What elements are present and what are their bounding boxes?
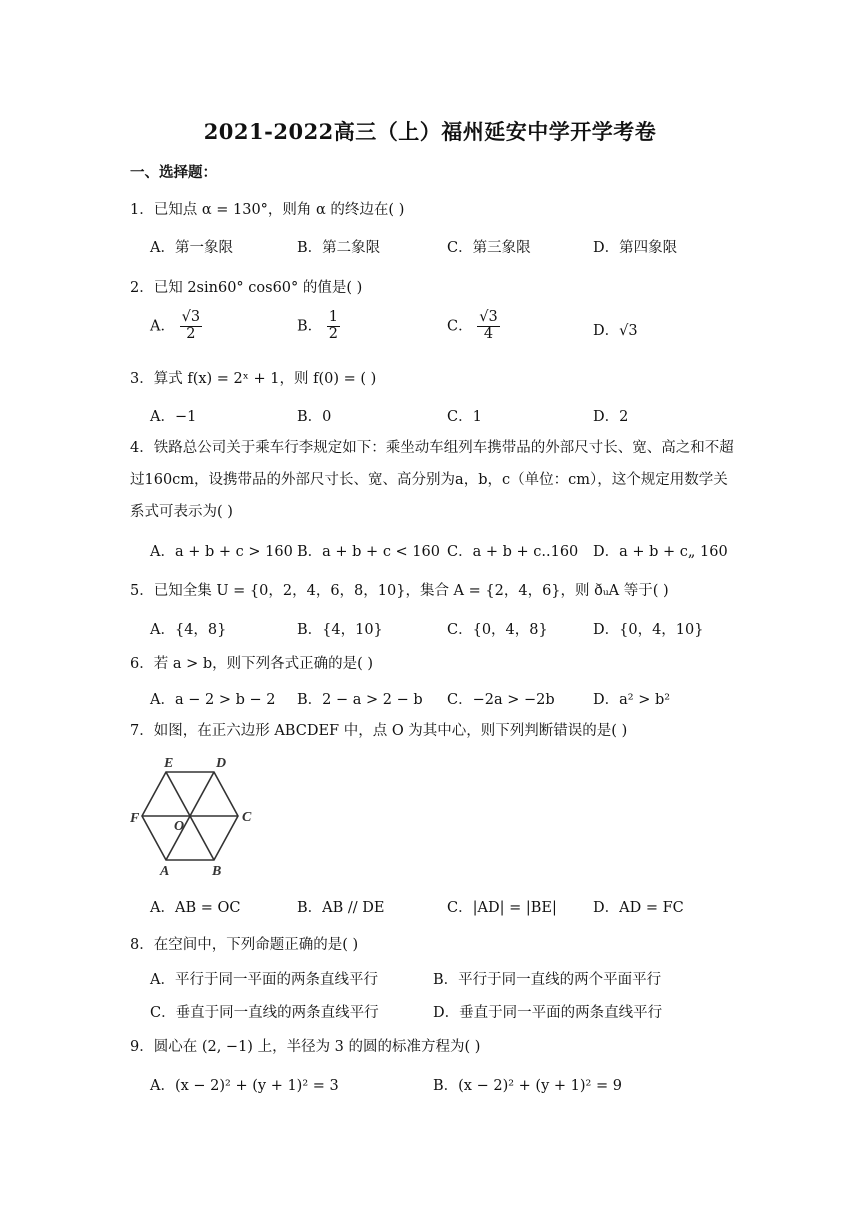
vertex-label-e: E xyxy=(164,756,174,771)
q1-option-c[interactable]: C．第三象限 xyxy=(447,240,531,256)
q8-option-b[interactable]: B．平行于同一直线的两个平面平行 xyxy=(433,972,662,988)
vertex-label-b: B xyxy=(212,864,222,876)
option-label: D． xyxy=(593,323,620,339)
hexagon-figure xyxy=(130,754,260,876)
q8-option-d[interactable]: D．垂直于同一平面的两条直线平行 xyxy=(433,1005,663,1021)
q4-option-d[interactable]: D．a + b + c„ 160 xyxy=(593,544,728,560)
q1-option-d[interactable]: D．第四象限 xyxy=(593,240,678,256)
question-8-stem: 8．在空间中，下列命题正确的是( ) xyxy=(130,937,359,953)
q5-option-c[interactable]: C．{0，4，8} xyxy=(447,622,548,638)
q3-option-b[interactable]: B．0 xyxy=(297,409,332,425)
q6-option-c[interactable]: C．−2a > −2b xyxy=(447,692,555,708)
q9-option-b[interactable]: B．(x − 2)² + (y + 1)² = 9 xyxy=(433,1078,622,1094)
denominator: 4 xyxy=(483,325,494,342)
fraction xyxy=(180,310,202,343)
q4-option-b[interactable]: B．a + b + c < 160 xyxy=(297,544,440,560)
vertex-label-a: A xyxy=(160,864,170,876)
q2-option-b[interactable] xyxy=(297,310,340,343)
question-3-stem: 3．算式 f(x) = 2ˣ + 1，则 f(0) = ( ) xyxy=(130,371,377,387)
denominator: 2 xyxy=(186,325,196,342)
numerator: √3 xyxy=(479,309,498,325)
q8-option-c[interactable]: C．垂直于同一直线的两条直线平行 xyxy=(150,1005,379,1021)
section-heading: 一、选择题： xyxy=(130,164,217,181)
vertex-label-f: F xyxy=(130,811,140,826)
q9-option-a[interactable]: A．(x − 2)² + (y + 1)² = 3 xyxy=(150,1078,339,1094)
q6-option-a[interactable]: A．a − 2 > b − 2 xyxy=(150,692,276,708)
option-label: B． xyxy=(297,318,323,335)
question-1-stem: 1．已知点 α = 130°，则角 α 的终边在( ) xyxy=(130,202,405,218)
q3-option-d[interactable]: D．2 xyxy=(593,409,629,425)
q8-option-a[interactable]: A．平行于同一平面的两条直线平行 xyxy=(150,972,378,988)
q4-option-c[interactable]: C．a + b + c..160 xyxy=(447,544,579,560)
fraction xyxy=(327,310,340,343)
numerator: √3 xyxy=(181,309,201,325)
question-5-stem: 5．已知全集 U = {0，2，4，6，8，10}，集合 A = {2，4，6}，则 ðᵤA 等于( ) xyxy=(130,583,669,599)
question-7-stem: 7．如图，在正六边形 ABCDEF 中，点 O 为其中心，则下列判断错误的是( ) xyxy=(130,723,628,739)
option-label: A． xyxy=(150,318,175,335)
numerator: 1 xyxy=(328,309,338,325)
q7-option-d[interactable]: D．AD = FC xyxy=(593,900,684,916)
fraction xyxy=(477,310,499,343)
q6-option-d[interactable]: D．a² > b² xyxy=(593,692,671,708)
q3-option-c[interactable]: C．1 xyxy=(447,409,482,425)
q1-option-a[interactable]: A．第一象限 xyxy=(150,240,233,256)
q1-option-b[interactable]: B．第二象限 xyxy=(297,240,381,256)
question-2-stem: 2．已知 2sin60° cos60° 的值是( ) xyxy=(130,280,363,296)
sqrt-value: √3 xyxy=(619,323,638,339)
q5-option-b[interactable]: B．{4，10} xyxy=(297,622,383,638)
q7-option-b[interactable]: B．AB // DE xyxy=(297,900,385,916)
vertex-label-d: D xyxy=(216,756,227,771)
q7-option-a[interactable]: A．AB = OC xyxy=(150,900,241,916)
exam-title: 2021-2022高三（上）福州延安中学开学考卷 xyxy=(203,119,657,144)
q5-option-d[interactable]: D．{0，4，10} xyxy=(593,622,704,638)
question-4-stem: 4．铁路总公司关于乘车行李规定如下：乘坐动车组列车携带品的外部尺寸长、宽、高之和不超过160cm，设携带品的外部尺寸长、宽、高分别为a，b，c（单位：cm），这个规定用数学关系式可表示为( ) xyxy=(130,440,734,520)
option-label: C． xyxy=(447,318,473,335)
q2-option-a[interactable] xyxy=(150,310,202,343)
question-6-stem: 6．若 a > b，则下列各式正确的是( ) xyxy=(130,656,374,672)
q2-option-c[interactable] xyxy=(447,310,500,343)
q4-option-a[interactable]: A．a + b + c > 160 xyxy=(150,544,293,560)
q3-option-a[interactable]: A．−1 xyxy=(150,409,197,425)
q7-option-c[interactable]: C．|AD| = |BE| xyxy=(447,900,557,916)
vertex-label-c: C xyxy=(242,810,252,825)
question-9-stem: 9．圆心在 (2, −1) 上，半径为 3 的圆的标准方程为( ) xyxy=(130,1039,481,1055)
q2-option-d[interactable] xyxy=(593,319,638,340)
q5-option-a[interactable]: A．{4，8} xyxy=(150,622,227,638)
denominator: 2 xyxy=(328,325,338,342)
center-label-o: O xyxy=(174,819,185,834)
q6-option-b[interactable]: B．2 − a > 2 − b xyxy=(297,692,423,708)
